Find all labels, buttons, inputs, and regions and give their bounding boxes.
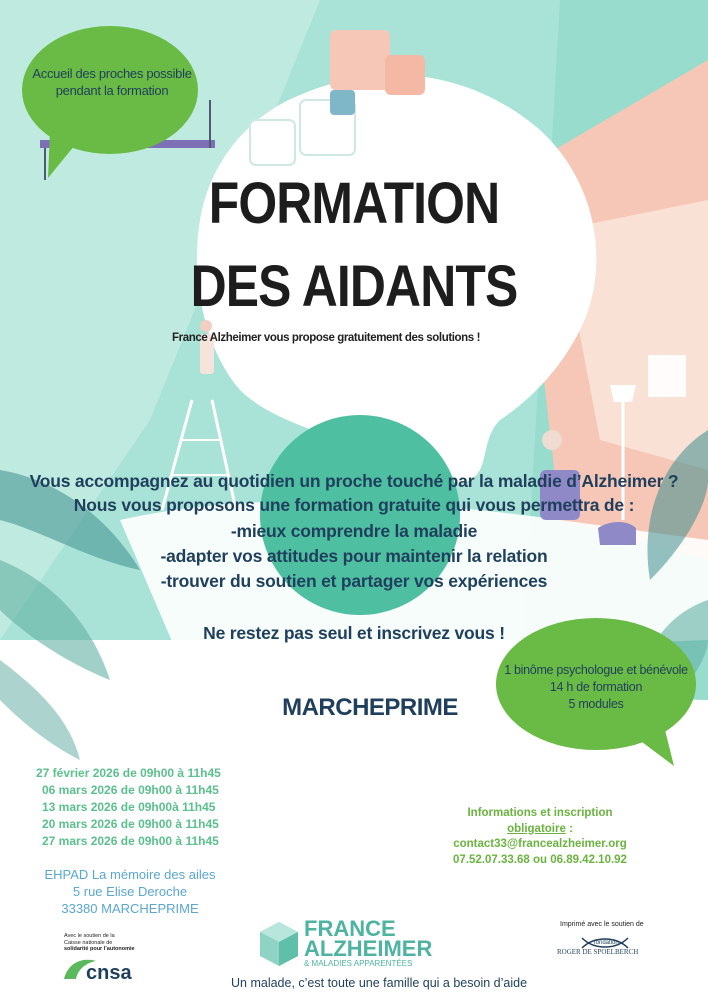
top-left-speech-bubble (20, 20, 200, 180)
body-line: -adapter vos attitudes pour maintenir la relation (160, 546, 548, 566)
address-line: 5 rue Elise Deroche (72, 884, 188, 899)
registration-info (440, 806, 640, 868)
date-item: 27 mars 2026 de 09h00 à 11h45 (42, 834, 219, 848)
contact-phones: 07.52.07.33.68 ou 06.89.42.10.92 (453, 853, 627, 866)
body-line: -trouver du soutien et partager vos expériences (160, 571, 548, 591)
fondation-caption: Imprimé avec le soutien de (560, 921, 644, 928)
bubble-line: 14 h de formation (549, 680, 643, 694)
call-to-action: Ne restez pas seul et inscrivez vous ! (203, 623, 505, 643)
venue-address (0, 866, 260, 917)
title-line-2: DES AIDANTS (190, 254, 518, 319)
cnsa-caption-line: Avec le soutien de la (64, 933, 115, 939)
cnsa-logo-text: cnsa (86, 962, 132, 984)
address-line: 33380 MARCHEPRIME (61, 901, 199, 916)
fa-line3: & MALADIES APPARENTÉES (304, 959, 413, 968)
cnsa-caption-line: Caisse nationale de (64, 939, 113, 946)
fa-line2: ALZHEIMER (304, 936, 433, 961)
fa-line1: FRANCE (304, 916, 396, 941)
info-heading (440, 806, 640, 837)
body-line: Vous accompagnez au quotidien un proche touché par la maladie d’Alzheimer ? (29, 471, 679, 491)
contact-email[interactable]: contact33@francealzheimer.org (453, 838, 627, 850)
bubble-line: pendant la formation (55, 83, 169, 98)
info-underlined: obligatoire (507, 822, 566, 835)
bubble-line: Accueil des proches possible (32, 66, 192, 81)
address-line: EHPAD La mémoire des ailes (44, 867, 216, 882)
subtitle: France Alzheimer vous propose gratuitement des solutions ! (172, 332, 481, 344)
location-heading: MARCHEPRIME (282, 694, 458, 721)
info-suffix: : (565, 822, 573, 835)
france-alzheimer-name (304, 916, 433, 969)
top-left-bubble-text (32, 65, 192, 99)
france-alzheimer-logo-icon (258, 920, 300, 968)
date-item: 13 mars 2026 de 09h00à 11h45 (42, 800, 216, 814)
info-prefix: Informations et inscription (467, 807, 613, 819)
date-item: 20 mars 2026 de 09h00 à 11h45 (42, 817, 219, 831)
cnsa-caption-line: solidarité pour l’autonomie (64, 946, 135, 952)
date-item: 06 mars 2026 de 09h00 à 11h45 (42, 783, 219, 797)
title-line-1: FORMATION (208, 171, 500, 236)
fondation-name: ROGER DE SPOELBERCH (557, 948, 639, 956)
body-line: -mieux comprendre la maladie (230, 521, 478, 541)
fondation-small: fondation (594, 940, 619, 946)
cnsa-caption (64, 933, 154, 953)
france-alzheimer-tagline: Un malade, c’est toute une famille qui a besoin d’aide (231, 976, 528, 990)
body-line: Nous vous proposons une formation gratuite qui vous permettra de : (73, 495, 635, 515)
session-dates (36, 765, 221, 850)
bubble-line: 1 binôme psychologue et bénévole (504, 663, 688, 677)
bubble-line: 5 modules (568, 697, 624, 711)
date-item: 27 février 2026 de 09h00 à 11h45 (36, 766, 221, 780)
